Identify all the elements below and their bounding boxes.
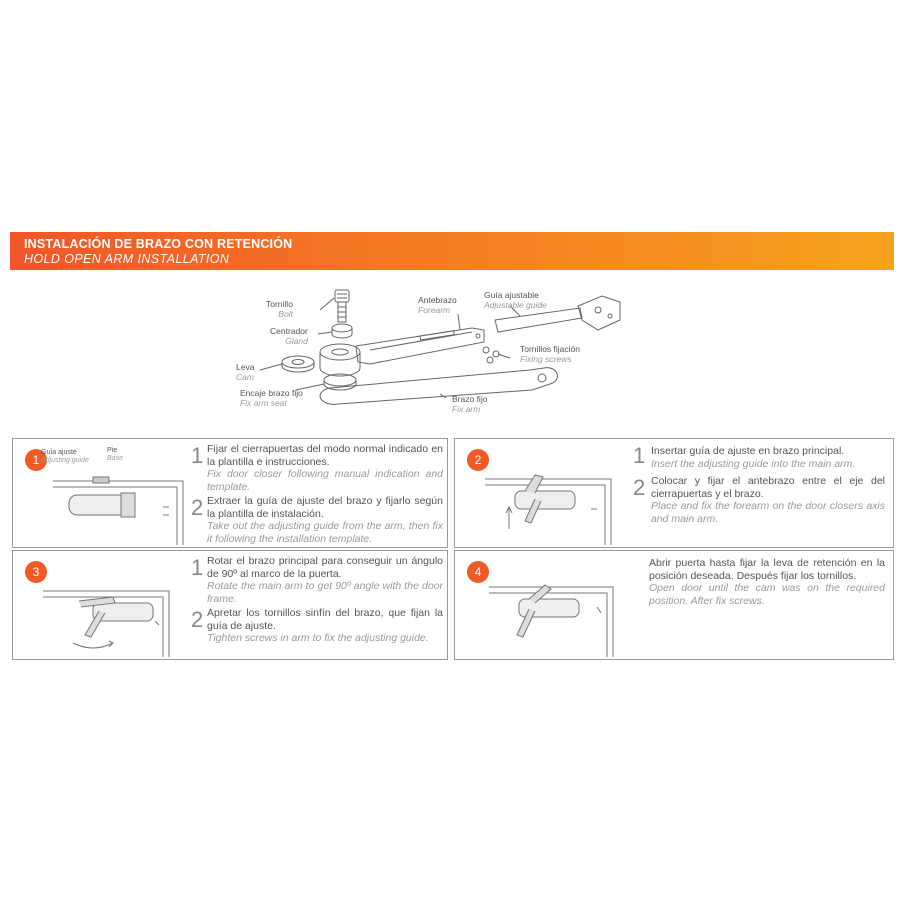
step-number-badge: 2	[467, 449, 489, 471]
step-1-item-2: Extraer la guía de ajuste del brazo y fijarlo según la plantilla de instalación. Take out the adjusting guide from the arm, then fix it following the installation template.	[207, 495, 443, 545]
step-number-badge: 1	[25, 449, 47, 471]
section-title-es: INSTALACIÓN DE BRAZO CON RETENCIÓN	[24, 237, 293, 251]
step-1-panel	[12, 438, 448, 548]
item-number: 2	[633, 475, 646, 500]
label-forearm: Antebrazo Forearm	[418, 295, 457, 315]
step-2-item-1: Insertar guía de ajuste en brazo principal. Insert the adjusting guide into the main arm.	[651, 445, 856, 470]
item-number: 1	[191, 443, 204, 468]
fixing-screw	[483, 347, 489, 353]
item-number: 1	[191, 555, 204, 580]
item-number: 2	[191, 607, 204, 632]
step-3-illustration	[43, 581, 183, 657]
step-4-illustration	[489, 577, 629, 657]
label-cam: Leva Cam	[236, 362, 255, 382]
step-3-item-2: Apretar los tornillos sinfín del brazo, que fijan la guía de ajuste. Tighten screws in arm to fix the adjusting guide.	[207, 607, 443, 644]
step-2-item-2: Colocar y fijar el antebrazo entre el eje del cierrapuertas y el brazo. Place and fix the forearm on the door closers axis and main arm.	[651, 475, 885, 525]
label-fix-arm-seat: Encaje brazo fijo Fix arm seat	[240, 388, 303, 408]
step-4-panel	[454, 550, 894, 660]
step-4-item-1: Abrir puerta hasta fijar la leva de retención en la posición deseada. Después fijar los tornillos. Open door until the cam was on the required position. After fix screws.	[649, 557, 885, 607]
label-fixing-screws: Tornillos fijación Fixing screws	[520, 344, 580, 364]
label-bolt: Tornillo Bolt	[266, 299, 293, 319]
cam	[282, 356, 314, 368]
label-gland: Centrador Gland	[270, 326, 308, 346]
label-adjusting-guide: Guía ajuste Adjusting guide	[41, 449, 89, 464]
item-number: 2	[191, 495, 204, 520]
bolt-head	[335, 290, 349, 302]
adjustable-guide	[495, 308, 582, 332]
step-3-item-1: Rotar el brazo principal para conseguir un ángulo de 90º al marco de la puerta. Rotate the main arm to get 90º angle with the door frame.	[207, 555, 443, 605]
fixing-screw	[487, 357, 493, 363]
label-base: Pie Base	[107, 447, 123, 462]
section-banner	[10, 232, 894, 270]
gland	[332, 324, 352, 332]
step-number-badge: 4	[467, 561, 489, 583]
label-adjustable-guide: Guía ajustable Adjustable guide	[484, 290, 547, 310]
step-3-panel	[12, 550, 448, 660]
forearm-pivot	[320, 344, 360, 360]
step-1-illustration	[53, 467, 193, 545]
step-2-panel	[454, 438, 894, 548]
step-1-item-1: Fijar el cierrapuertas del modo normal indicado en la plantilla e instrucciones. Fix door closer following manual indication and template.	[207, 443, 443, 493]
step-number-badge: 3	[25, 561, 47, 583]
section-title-en: HOLD OPEN ARM INSTALLATION	[24, 252, 230, 266]
step-2-illustration	[485, 469, 625, 545]
label-fix-arm: Brazo fijo Fix arm	[452, 394, 488, 414]
item-number: 1	[633, 443, 646, 468]
